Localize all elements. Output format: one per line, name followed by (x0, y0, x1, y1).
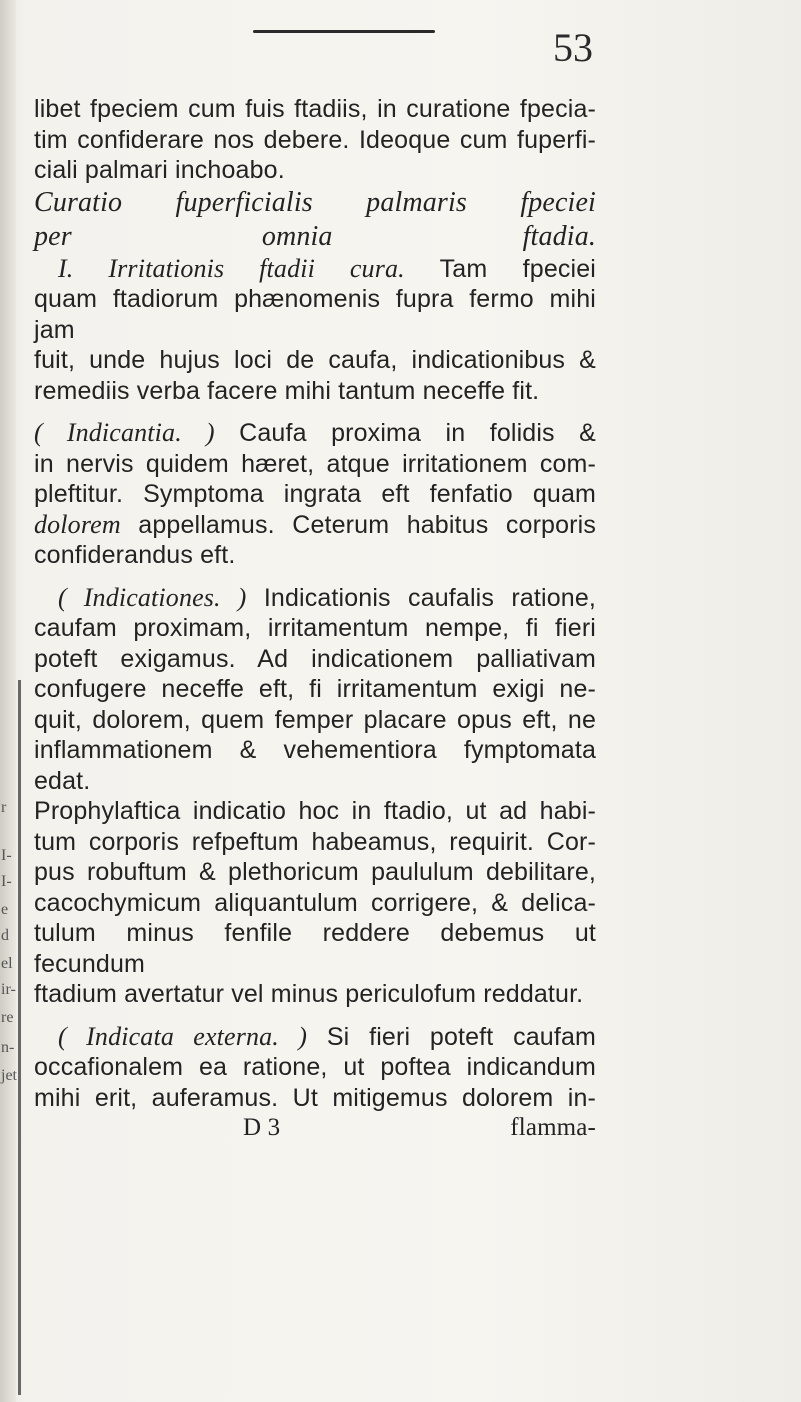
text-line: caufam proximam, irritamentum nempe, fi fieri (34, 614, 596, 642)
text-line: tum corporis refpeftum habeamus, requirit. Cor- (34, 827, 596, 856)
section-heading-continued: per omnia ftadia. (34, 220, 596, 252)
paragraph-first-line (34, 1022, 596, 1053)
text-line: remediis verba facere mihi tantum neceffe fit. (34, 376, 540, 405)
text-line: mihi erit, auferamus. Ut mitigemus dolorem in- (34, 1083, 596, 1112)
text-run: appellamus. Ceterum habitus corporis (138, 510, 596, 539)
margin-fragment: ir- (1, 981, 16, 998)
page-gutter-shadow (0, 0, 16, 1402)
text-line: pus robuftum & plethoricum paululum debilitare, (34, 858, 596, 886)
text-line: cacochymicum aliquantulum corrigere, & delica- (34, 888, 596, 917)
text-line: libet fpeciem cum fuis ftadiis, in curatione fpecia- (34, 95, 596, 123)
margin-fragment: e (1, 901, 9, 918)
text-line: inflammationem & vehementiora fymptomata edat. (34, 736, 596, 795)
margin-fragment: re (1, 1009, 14, 1026)
text-line: confugere neceffe eft, fi irritamentum exigi ne- (34, 675, 596, 703)
paragraph-gap (34, 406, 596, 418)
text-line: quit, dolorem, quem femper placare opus eft, ne (34, 705, 596, 734)
margin-fragment: jet (1, 1067, 17, 1084)
body-text (34, 94, 596, 1143)
text-line: tim confiderare nos debere. Ideoque cum fuperfi- (34, 125, 596, 154)
text-line: Prophylaftica indicatio hoc in ftadio, ut ad habi- (34, 797, 596, 825)
text-line (34, 510, 596, 541)
text-line: poteft exigamus. Ad indicationem palliativam (34, 644, 596, 673)
text-line: occafionalem ea ratione, ut poftea indicandum (34, 1053, 596, 1081)
paragraph-first-line (34, 583, 596, 614)
margin-fragment: I- (1, 873, 12, 890)
text-line: in nervis quidem hæret, atque irritationem com- (34, 449, 596, 478)
paragraph-first-line (34, 418, 596, 449)
text-line: tulum minus fenfile reddere debemus ut fecundum (34, 919, 596, 978)
page-footer (34, 1113, 596, 1143)
catchword: flamma- (510, 1114, 596, 1141)
paragraph-label: I. Irritationis ftadii cura. (58, 253, 405, 283)
section-heading: Curatio fuperficialis palmaris fpeciei (34, 186, 596, 218)
paragraph-label: ( Indicata externa. ) (58, 1021, 308, 1051)
text-line: pleftitur. Symptoma ingrata eft fenfatio quam (34, 480, 596, 508)
text-line: quam ftadiorum phænomenis fupra fermo mihi jam (34, 285, 596, 344)
paragraph-label: ( Indicationes. ) (58, 582, 247, 612)
header-rule (253, 30, 435, 33)
text-line: fuit, unde hujus loci de caufa, indicationibus & (34, 346, 596, 374)
text-run: Indicationis caufalis ratione, (263, 583, 596, 612)
margin-fragment: I- (1, 847, 12, 864)
page-number: 53 (553, 25, 593, 70)
text-line: ftadium avertatur vel minus periculofum reddatur. (34, 980, 584, 1008)
text-line: confiderandus eft. (34, 541, 236, 569)
text-line: ciali palmari inchoabo. (34, 156, 285, 184)
margin-fragment: r (1, 799, 7, 816)
text-run: Si fieri poteft caufam (326, 1022, 596, 1051)
text-run: Tam fpeciei (439, 254, 596, 283)
signature-mark: D 3 (243, 1114, 281, 1141)
margin-fragment: d (1, 927, 9, 944)
text-run: Caufa proxima in folidis & (239, 419, 596, 447)
paragraph-gap (34, 1010, 596, 1022)
margin-fragment: n- (1, 1039, 15, 1056)
paragraph-label: ( Indicantia. ) (34, 418, 215, 447)
italic-term: dolorem (34, 509, 121, 539)
margin-fragment: el (1, 955, 13, 972)
paragraph-first-line (34, 254, 596, 285)
paragraph-gap (34, 571, 596, 583)
binding-edge-line (18, 680, 21, 1395)
